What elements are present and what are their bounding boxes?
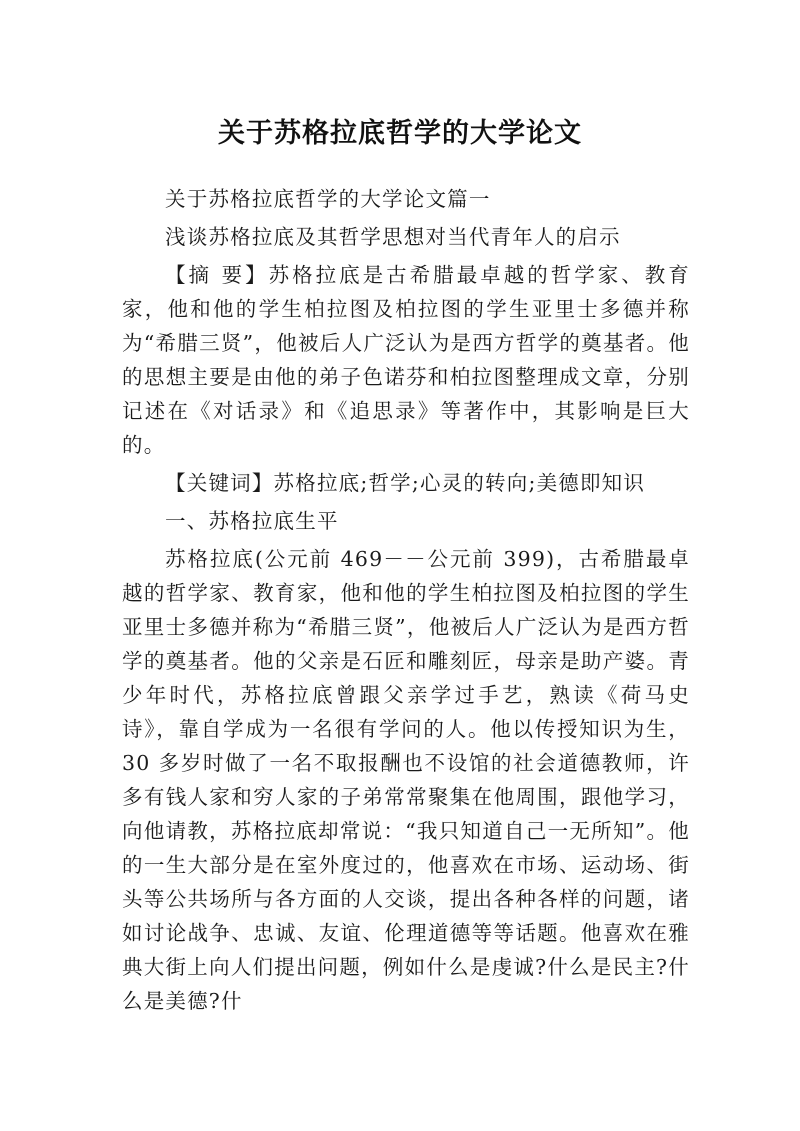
chapter-heading: 一、苏格拉底生平 [165, 509, 339, 533]
abstract-paragraph: 【摘 要】苏格拉底是古希腊最卓越的哲学家、教育家，他和他的学生柏拉图及柏拉图的学生亚里士多德并称为“希腊三贤”，他被后人广泛认为是西方哲学的奠基者。他的思想主要是由他的弟子色诺芬和柏拉图整理成文章，分别记述在《对话录》和《追思录》等著作中，其影响是巨大的。 [122, 263, 690, 457]
body-paragraph: 苏格拉底(公元前 469－－公元前 399)，古希腊最卓越的哲学家、教育家，他和他的学生柏拉图及柏拉图的学生亚里士多德并称为“希腊三贤”，他被后人广泛认为是西方哲学的奠基者。他的父亲是石匠和雕刻匠，母亲是助产婆。青少年时代，苏格拉底曾跟父亲学过手艺，熟读《荷马史诗》，靠自学成为一名很有学问的人。他以传授知识为生，30 多岁时做了一名不取报酬也不设馆的社会道德教师，许多有钱人家和穷人家的子弟常常聚集在他周围，跟他学习，向他请教，苏格拉底却常说：“我只知道自己一无所知”。他的一生大部分是在室外度过的，他喜欢在市场、运动场、街头等公共场所与各方面的人交谈，提出各种各样的问题，诸如讨论战争、忠诚、友谊、伦理道德等等话题。他喜欢在雅典大街上向人们提出问题，例如什么是虔诚?什么是民主?什么是美德?什 [122, 547, 690, 1013]
document-title: 关于苏格拉底哲学的大学论文 [218, 118, 582, 150]
section-heading: 关于苏格拉底哲学的大学论文篇一 [165, 187, 491, 211]
document-body [122, 182, 690, 1018]
article-title: 浅谈苏格拉底及其哲学思想对当代青年人的启示 [165, 225, 621, 249]
keywords-paragraph: 【关键词】苏格拉底;哲学;心灵的转向;美德即知识 [165, 471, 646, 495]
